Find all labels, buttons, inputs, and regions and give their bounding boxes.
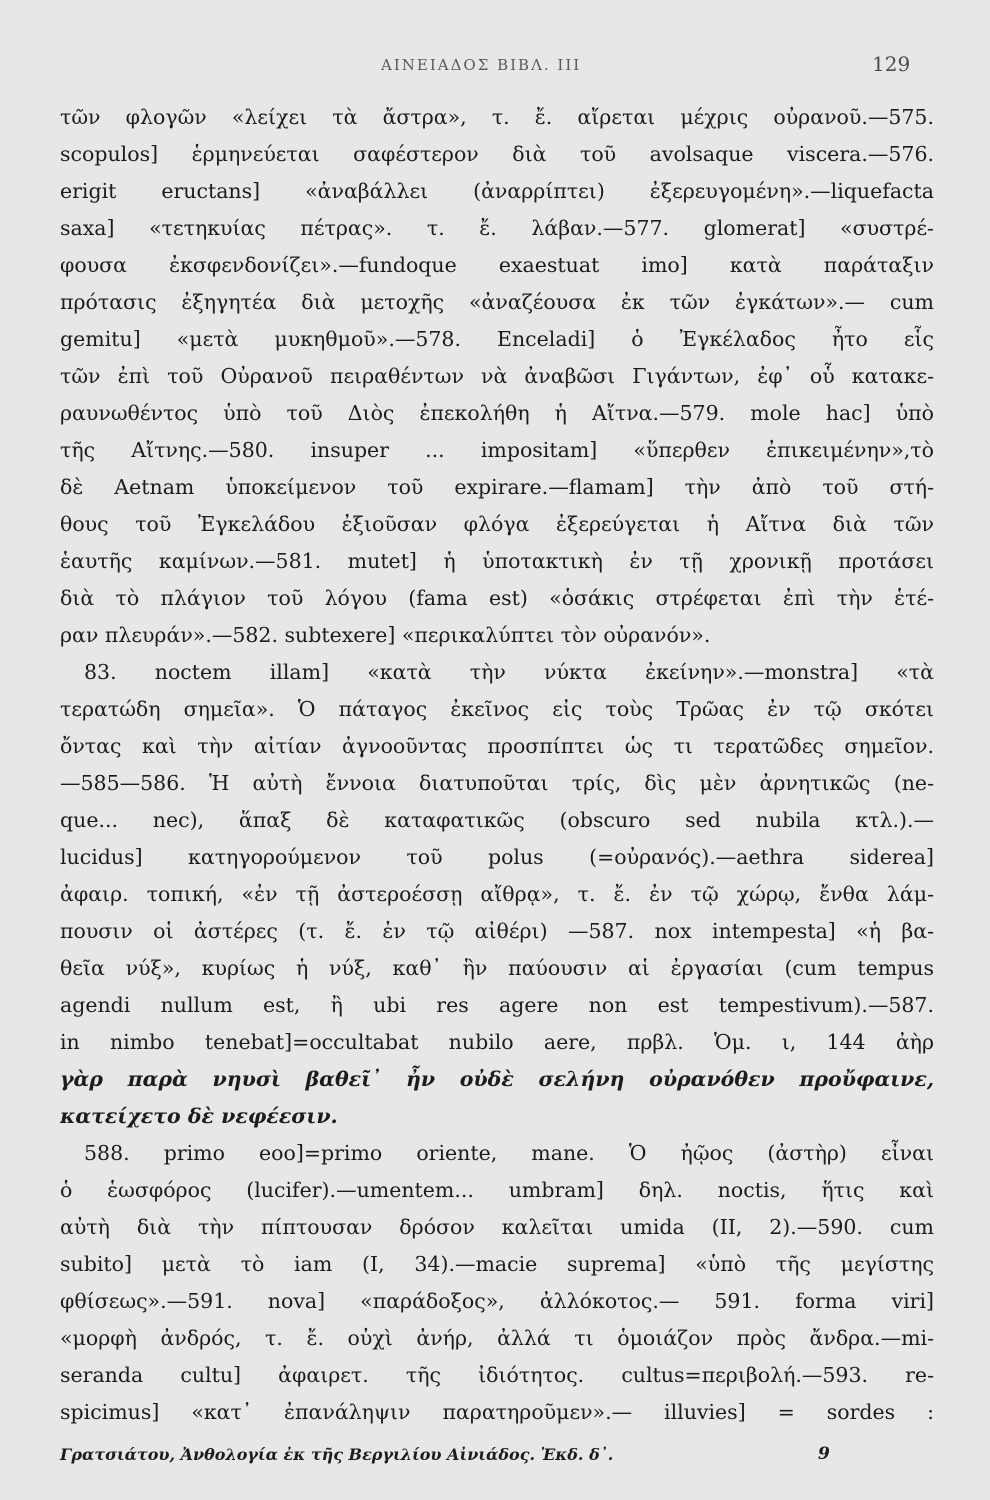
text-line: spicimus] «κατ᾽ ἐπανάληψιν παρατηροῦμεν».— illuvies] = sordes : <box>60 1400 934 1424</box>
text-line: τῶν φλογῶν «λείχει τὰ ἄστρα», τ. ἔ. αἴρεται μέχρις οὐρανοῦ.—575. <box>60 105 934 129</box>
text-line: erigit eructans] «ἀναβάλλει (ἀναρρίπτει) ἐξερευγομένη».—liquefacta <box>60 179 934 203</box>
text-line: θεῖα νύξ», κυρίως ἡ νύξ, καθ᾽ ἣν παύουσιν αἱ ἐργασίαι (cum tempus <box>60 956 934 980</box>
text-line: 83. noctem illam] «κατὰ τὴν νύκτα ἐκείνην».—monstra] «τὰ <box>84 660 934 684</box>
text-line: ἑαυτῆς καμίνων.—581. mutet] ἡ ὑποτακτικὴ ἐν τῇ χρονικῇ προτάσει <box>60 549 934 573</box>
text-line: que... nec), ἅπαξ δὲ καταφατικῶς (obscuro sed nubila κτλ.).— <box>60 808 934 832</box>
text-line: φουσα ἐκσφενδονίζει».—fundoque exaestuat imo] κατὰ παράταξιν <box>60 253 934 277</box>
text-line: scopulos] ἑρμηνεύεται σαφέστερον διὰ τοῦ avolsaque viscera.—576. <box>60 142 934 166</box>
text-line: πρότασις ἐξηγητέα διὰ μετοχῆς «ἀναζέουσα ἐκ τῶν ἐγκάτων».— cum <box>60 290 934 314</box>
signature-mark: 9 <box>818 1444 830 1464</box>
text-line: ραν πλευράν».—582. subtexere] «περικαλύπτει τὸν οὐρανόν». <box>60 623 711 647</box>
text-line: ἀφαιρ. τοπική, «ἐν τῇ ἀστεροέσσῃ αἴθρᾳ», τ. ἔ. ἐν τῷ χώρῳ, ἔνθα λάμ- <box>60 882 934 906</box>
text-line: τῶν ἐπὶ τοῦ Οὐρανοῦ πειραθέντων νὰ ἀναβῶσι Γιγάντων, ἐφ᾽ οὗ κατακε- <box>60 364 934 388</box>
quotation-line: γὰρ παρὰ νηυσὶ βαθεῖ᾽ ἦν οὐδὲ σελήνη οὐρανόθεν προὔφαινε, <box>60 1067 934 1091</box>
text-line: πουσιν οἱ ἀστέρες (τ. ἔ. ἐν τῷ αἰθέρι) —587. nox intempesta] «ἡ βα- <box>60 919 934 943</box>
running-head: ΑΙΝΕΙΑΔΟΣ ΒΙΒΛ. ΙΙΙ <box>381 56 582 74</box>
footer-citation: Γρατσιάτου, Ἀνθολογία ἐκ τῆς Βεργιλίου Αἰνιάδος. Ἐκδ. δ᾽. <box>60 1445 614 1464</box>
text-line: lucidus] κατηγορούμενον τοῦ polus (=οὐρανός).—aethra siderea] <box>60 845 934 869</box>
text-line: φθίσεως».—591. nova] «παράδοξος», ἀλλόκοτος.— 591. forma viri] <box>60 1289 934 1313</box>
page-number: 129 <box>872 52 911 76</box>
text-line: agendi nullum est, ἢ ubi res agere non est tempestivum).—587. <box>60 993 934 1017</box>
text-line: in nimbo tenebat]=occultabat nubilo aere, πρβλ. Ὁμ. ι, 144 ἀὴρ <box>60 1030 934 1054</box>
text-line: διὰ τὸ πλάγιον τοῦ λόγου (fama est) «ὁσάκις στρέφεται ἐπὶ τὴν ἑτέ- <box>60 586 934 610</box>
text-line: ὄντας καὶ τὴν αἰτίαν ἀγνοοῦντας προσπίπτει ὡς τι τερατῶδες σημεῖον. <box>60 734 934 758</box>
text-line: gemitu] «μετὰ μυκηθμοῦ».—578. Enceladi] ὁ Ἐγκέλαδος ἦτο εἷς <box>60 327 934 351</box>
text-line: αὐτὴ διὰ τὴν πίπτουσαν δρόσον καλεῖται umida (II, 2).—590. cum <box>60 1215 934 1239</box>
text-line: 588. primo eoo]=primo oriente, mane. Ὁ ἠῷος (ἀστὴρ) εἶναι <box>84 1141 934 1165</box>
text-line: ραυνωθέντος ὑπὸ τοῦ Διὸς ἐπεκολήθη ἡ Αἴτνα.—579. mole hac] ὑπὸ <box>60 401 934 425</box>
text-line: seranda cultu] ἀφαιρετ. τῆς ἰδιότητος. cultus=περιβολή.—593. re- <box>60 1363 934 1387</box>
text-line: saxa] «τετηκυίας πέτρας». τ. ἔ. λάβαν.—577. glomerat] «συστρέ- <box>60 216 934 240</box>
text-line: τῆς Αἴτνης.—580. insuper ... impositam] «ὕπερθεν ἐπικειμένην»,τὸ <box>60 438 934 462</box>
text-line: θους τοῦ Ἐγκελάδου ἐξιοῦσαν φλόγα ἐξερεύγεται ἡ Αἴτνα διὰ τῶν <box>60 512 934 536</box>
text-line: τερατώδη σημεῖα». Ὁ πάταγος ἐκεῖνος εἰς τοὺς Τρῶας ἐν τῷ σκότει <box>60 697 934 721</box>
text-line: δὲ Aetnam ὑποκείμενον τοῦ expirare.—flamam] τὴν ἀπὸ τοῦ στή- <box>60 475 934 499</box>
text-line: «μορφὴ ἀνδρός, τ. ἔ. οὐχὶ ἀνήρ, ἀλλά τι ὁμοιάζον πρὸς ἄνδρα.—mi- <box>60 1326 934 1350</box>
text-line: subito] μετὰ τὸ iam (I, 34).—macie suprema] «ὑπὸ τῆς μεγίστης <box>60 1252 934 1276</box>
text-line: ὁ ἑωσφόρος (lucifer).—umentem... umbram] δηλ. noctis, ἥτις καὶ <box>60 1178 934 1202</box>
quotation-line: κατείχετο δὲ νεφέεσιν. <box>60 1104 338 1128</box>
text-line: —585—586. Ἡ αὐτὴ ἔννοια διατυποῦται τρίς, δὶς μὲν ἀρνητικῶς (ne- <box>60 771 934 795</box>
